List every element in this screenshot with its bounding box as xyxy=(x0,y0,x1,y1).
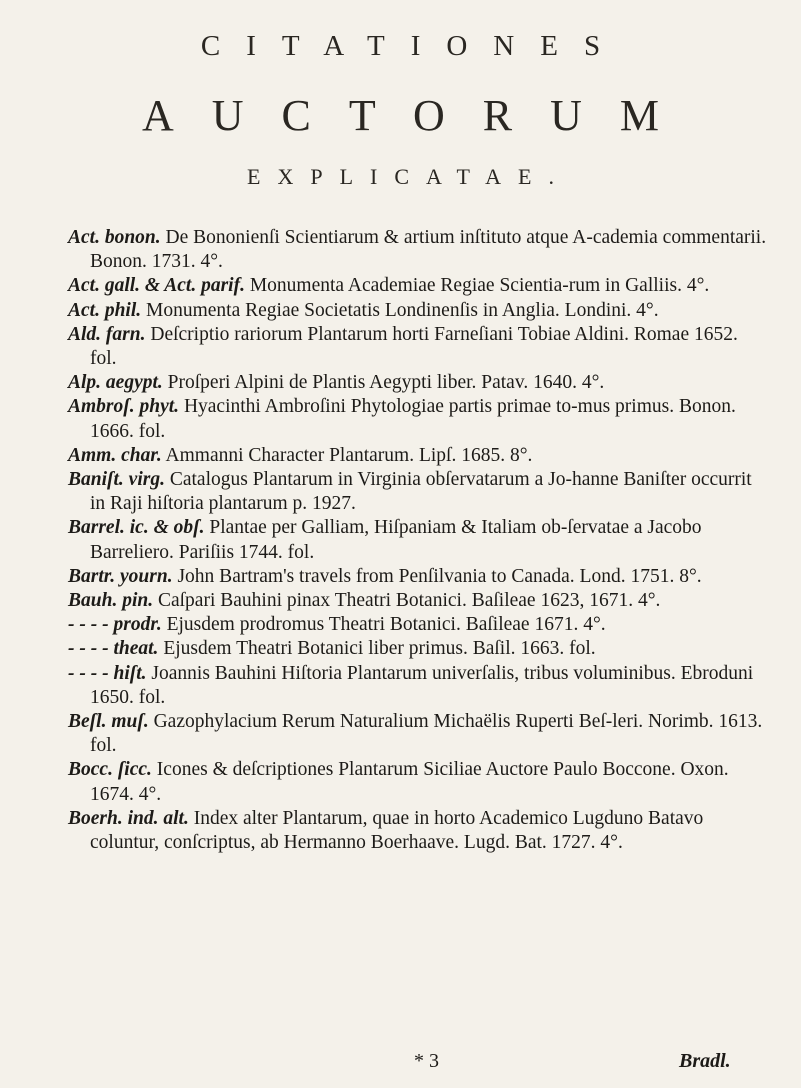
citation-text: Proſperi Alpini de Plantis Aegypti liber. Patav. 1640. 4°. xyxy=(167,372,605,394)
citation-text: Icones & deſcriptiones Plantarum Siciliae Auctore Paulo Boccone. Oxon. 1674. 4°. xyxy=(90,759,729,805)
citation-text: Ejusdem Theatri Botanici liber primus. Baſil. 1663. fol. xyxy=(163,638,596,660)
heading-citationes: CITATIONES xyxy=(200,30,627,62)
citation-text: Caſpari Bauhini pinax Theatri Botanici. Baſileae 1623, 1671. 4°. xyxy=(157,590,661,612)
citation-entry xyxy=(68,662,768,710)
citation-entry xyxy=(68,274,768,298)
citation-abbreviation: Boerh. ind. alt. xyxy=(68,807,189,829)
citation-text: Index alter Plantarum, quae in horto Academico Lugduno Batavo coluntur, conſcriptus, ab Hermanno Boerhaave. Lugd. Bat. 1727. 4°. xyxy=(90,807,704,854)
citation-text: Monumenta Regiae Societatis Londinenſis in Anglia. Londini. 4°. xyxy=(146,299,659,321)
citation-entry xyxy=(68,444,768,468)
citation-entry xyxy=(68,807,768,855)
citation-abbreviation: Act. phil. xyxy=(68,299,142,321)
citation-text: Catalogus Plantarum in Virginia obſervatarum a Jo-hanne Baniſter occurrit in Raji hiſtoria plantarum p. 1927. xyxy=(90,469,752,515)
citation-text: Deſcriptio rariorum Plantarum horti Farneſiani Tobiae Aldini. Romae 1652. fol. xyxy=(90,323,738,370)
citation-text: Plantae per Galliam, Hiſpaniam & Italiam ob-ſervatae a Jacobo Barreliero. Pariſiis 1744. fol. xyxy=(90,517,702,563)
citation-abbreviation: Bartr. yourn. xyxy=(68,565,173,587)
citation-abbreviation: Act. gall. & Act. parif. xyxy=(68,275,245,297)
citation-text: De Bononienſi Scientiarum & artium inſtituto atque A-cademia commentarii. Bonon. 1731. 4°. xyxy=(90,227,767,273)
citation-entry xyxy=(68,395,768,443)
citation-entry xyxy=(68,758,768,806)
citation-abbreviation: Bauh. pin. xyxy=(68,590,154,612)
citation-text: Gazophylacium Rerum Naturalium Michaëlis Ruperti Beſ-leri. Norimb. 1613. fol. xyxy=(90,711,763,757)
citation-abbreviation: Baniſt. virg. xyxy=(68,469,165,491)
catchword: Bradl. xyxy=(679,1050,731,1072)
citation-abbreviation: Amm. char. xyxy=(68,444,162,466)
citation-entry xyxy=(68,323,768,371)
page-footer xyxy=(0,1050,801,1080)
citation-entry xyxy=(68,226,768,274)
citation-entry xyxy=(68,613,768,637)
citation-abbreviation: Ald. farn. xyxy=(68,323,146,345)
citation-abbreviation: Bocc. ſicc. xyxy=(68,759,152,781)
citation-abbreviation: - - - - hiſt. xyxy=(68,662,147,684)
citation-abbreviation: - - - - theat. xyxy=(68,638,159,660)
citation-entry xyxy=(68,710,768,758)
citation-abbreviation: - - - - prodr. xyxy=(68,614,162,636)
citation-abbreviation: Ambroſ. phyt. xyxy=(68,396,180,418)
heading-auctorum: AUCTORUM xyxy=(141,91,697,140)
citation-entry xyxy=(68,565,768,589)
citation-abbreviation: Beſl. muſ. xyxy=(68,711,149,733)
heading-explicatae: EXPLICATAE. xyxy=(247,164,571,189)
citation-abbreviation: Alp. aegypt. xyxy=(68,372,163,394)
citation-text: John Bartram's travels from Penſilvania to Canada. Lond. 1751. 8°. xyxy=(177,565,702,587)
citation-entry xyxy=(68,637,768,661)
citation-abbreviation: Barrel. ic. & obſ. xyxy=(68,517,205,539)
citation-text: Hyacinthi Ambroſini Phytologiae partis primae to-mus primus. Bonon. 1666. fol. xyxy=(90,396,736,442)
citation-entry xyxy=(68,516,768,564)
citation-abbreviation: Act. bonon. xyxy=(68,227,161,248)
citation-entry xyxy=(68,299,768,323)
citation-text: Joannis Bauhini Hiſtoria Plantarum univerſalis, tribus voluminibus. Ebroduni 1650. fol. xyxy=(90,662,754,708)
signature-mark: * 3 xyxy=(414,1050,439,1072)
citation-entry xyxy=(68,468,768,516)
citation-entry xyxy=(68,589,768,613)
citation-text: Ejusdem prodromus Theatri Botanici. Baſileae 1671. 4°. xyxy=(166,614,606,636)
citation-text: Ammanni Character Plantarum. Lipſ. 1685. 8°. xyxy=(165,444,533,466)
citation-text: Monumenta Academiae Regiae Scientia-rum in Galliis. 4°. xyxy=(249,275,710,297)
citation-list xyxy=(68,226,768,855)
citation-entry xyxy=(68,371,768,395)
